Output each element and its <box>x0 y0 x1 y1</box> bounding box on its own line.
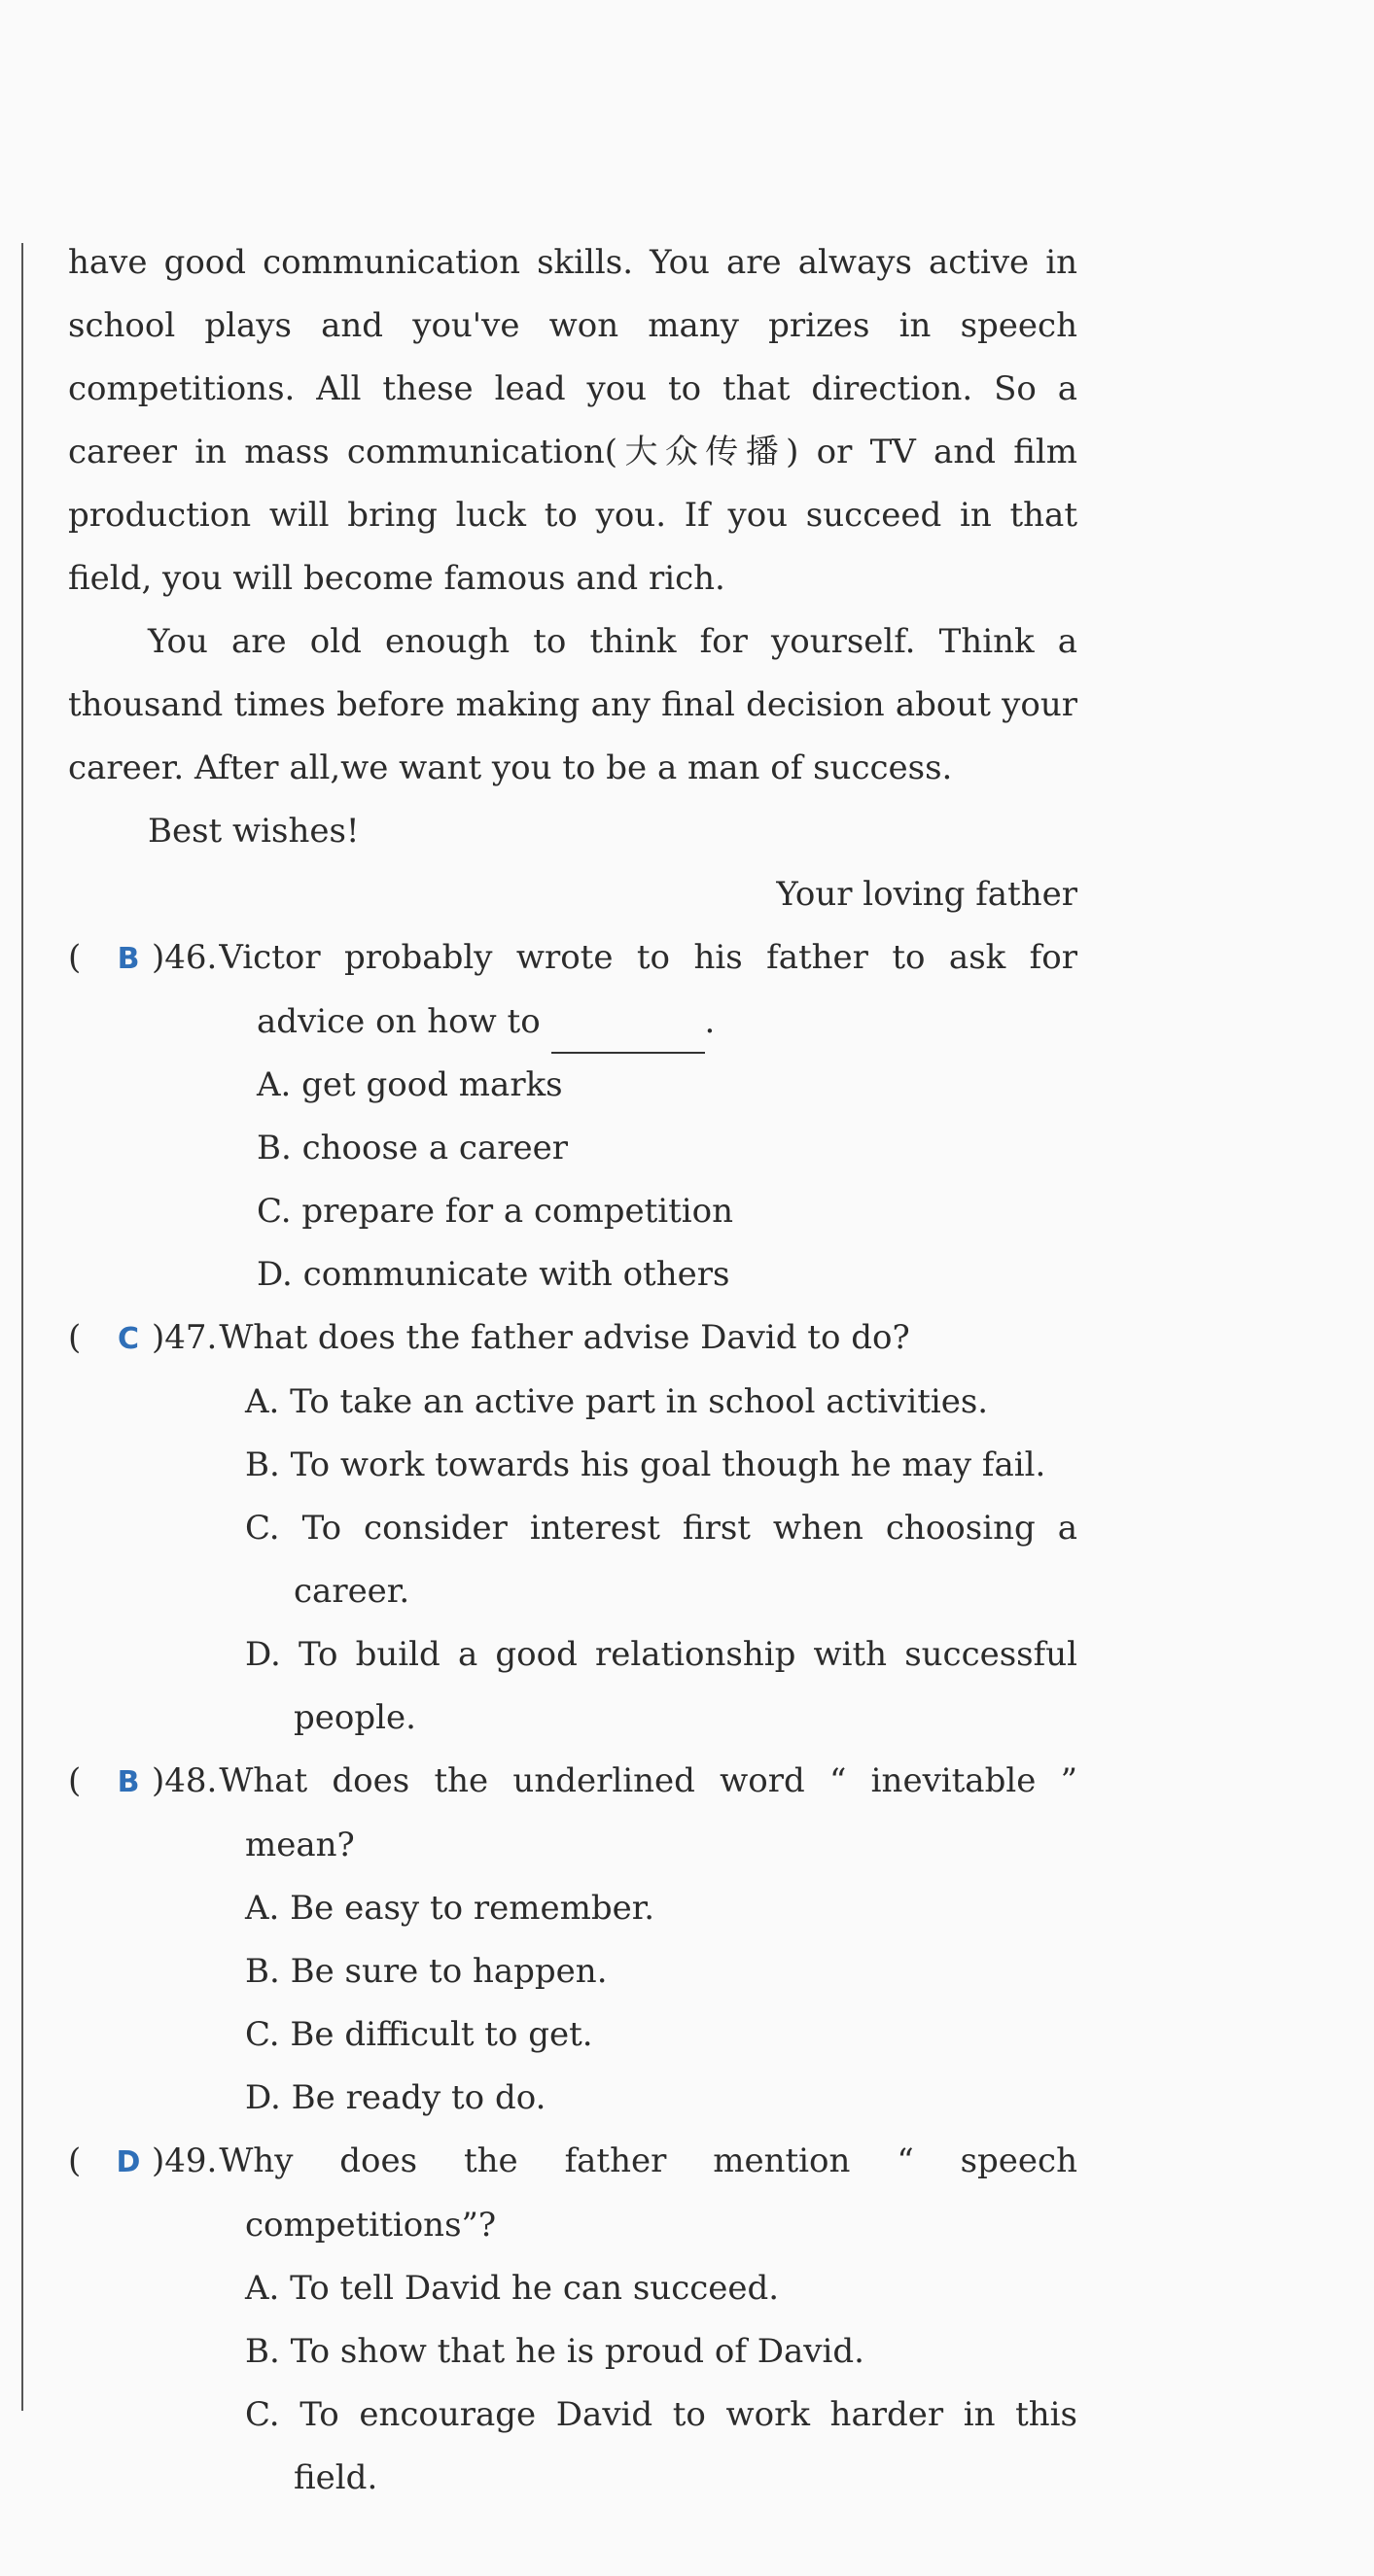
option-c: C. To encourage David to work harder in this <box>245 2395 1077 2434</box>
question-stem: Why does the father mention “ speech <box>219 2141 1077 2180</box>
answer-mark: D <box>116 2145 141 2179</box>
option-d: D. Be ready to do. <box>245 2078 546 2117</box>
option-b: B. To show that he is proud of David. <box>245 2332 864 2371</box>
option-a: A. Be easy to remember. <box>245 1889 655 1928</box>
passage-line: school plays and you've won many prizes in speech <box>68 306 1077 345</box>
passage-line: You are old enough to think for yourself. Think a <box>148 622 1077 661</box>
option-a: A. To take an active part in school activities. <box>245 1382 989 1421</box>
answer-mark: C <box>117 1322 140 1356</box>
option-c-continued: field. <box>294 2458 378 2497</box>
open-paren: ( <box>68 1318 82 1357</box>
question-stem: What does the underlined word “ inevitable ” <box>219 1761 1077 1800</box>
question-stem-continued: competitions”? <box>245 2206 497 2245</box>
question-48 <box>68 1750 1077 2130</box>
reading-passage <box>68 231 1077 2510</box>
passage-line: career. After all,we want you to be a man of success. <box>68 748 953 787</box>
open-paren: ( <box>68 938 82 977</box>
option-d: D. To build a good relationship with successful <box>245 1635 1077 1674</box>
option-c: C. prepare for a competition <box>257 1192 734 1231</box>
letter-signoff: Your loving father <box>776 875 1077 914</box>
answer-mark: B <box>117 942 140 976</box>
answer-mark: B <box>117 1765 140 1799</box>
question-stem: What does the father advise David to do? <box>219 1318 910 1357</box>
question-stem: Victor probably wrote to his father to ask for <box>219 938 1077 977</box>
option-d: D. communicate with others <box>257 1255 730 1294</box>
question-number: )49. <box>152 2141 218 2180</box>
passage-line: career in mass communication(大众传播) or TV and film <box>68 433 1077 471</box>
passage-line: thousand times before making any final decision about your <box>68 685 1077 724</box>
question-49 <box>68 2130 1077 2510</box>
question-number: )46. <box>152 938 218 977</box>
option-b: B. Be sure to happen. <box>245 1952 608 1991</box>
option-a: A. get good marks <box>257 1065 563 1104</box>
paragraph-1 <box>68 231 1077 610</box>
question-number: )47. <box>152 1318 218 1357</box>
question-number: )48. <box>152 1761 218 1800</box>
option-a: A. To tell David he can succeed. <box>245 2269 780 2308</box>
letter-closing: Best wishes! <box>148 812 360 851</box>
paragraph-2 <box>68 610 1077 800</box>
passage-line: have good communication skills. You are always active in <box>68 243 1077 282</box>
option-c: C. Be difficult to get. <box>245 2015 593 2054</box>
option-d-continued: people. <box>294 1698 416 1737</box>
answer-blank <box>551 1015 705 1054</box>
passage-line: field, you will become famous and rich. <box>68 559 725 598</box>
margin-rule <box>21 243 23 2411</box>
open-paren: ( <box>68 2141 82 2180</box>
open-paren: ( <box>68 1761 82 1800</box>
option-c: C. To consider interest first when choosing a <box>245 1509 1077 1548</box>
option-c-continued: career. <box>294 1572 410 1611</box>
question-46 <box>68 926 1077 1306</box>
option-b: B. To work towards his goal though he may fail. <box>245 1445 1046 1484</box>
question-47 <box>68 1306 1077 1750</box>
option-b: B. choose a career <box>257 1129 568 1167</box>
question-stem-continued: advice on how to . <box>68 991 1077 1054</box>
passage-line: production will bring luck to you. If you succeed in that <box>68 496 1077 535</box>
passage-line: competitions. All these lead you to that direction. So a <box>68 369 1077 408</box>
question-stem-continued: mean? <box>245 1826 355 1864</box>
